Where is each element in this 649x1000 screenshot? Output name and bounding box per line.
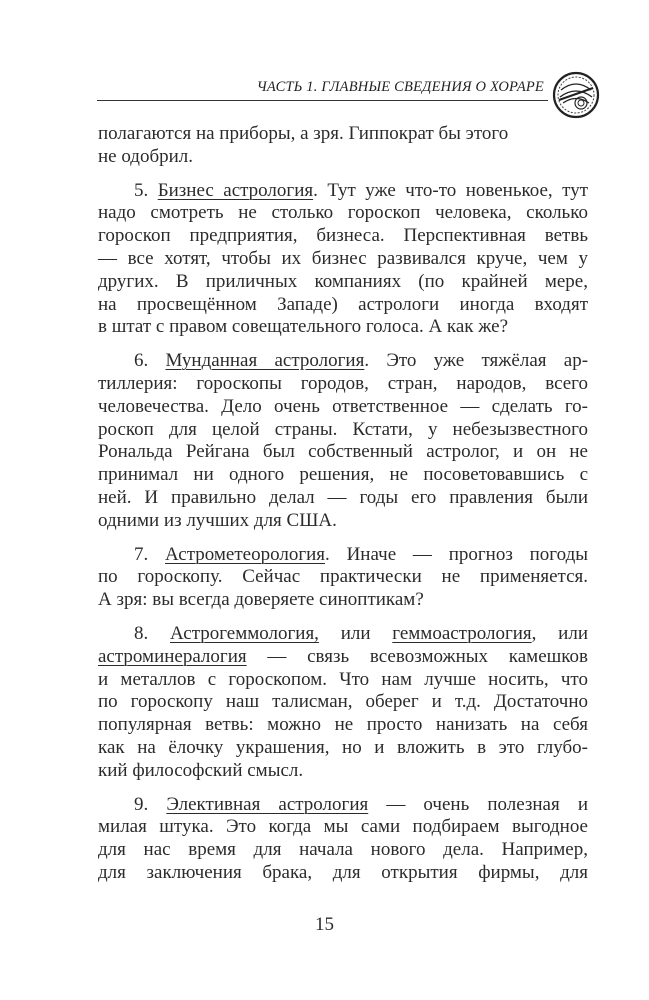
text-segment: в штат с правом совещательного голоса. А как же?: [98, 316, 509, 338]
text-line: [98, 464, 588, 487]
text-segment: человечества. Дело очень ответственное — сделать го-: [98, 395, 588, 417]
astrolabe-emblem-icon: [551, 70, 601, 120]
text-segment: тиллерия: гороскопы городов, стран, народов, всего: [98, 372, 588, 394]
underlined-term: Астрометеорология: [165, 543, 326, 565]
text-segment: — очень полезная и: [368, 793, 588, 815]
text-line: [98, 691, 588, 714]
body-text: [98, 123, 588, 896]
text-segment: ней. И правильно делал — годы его правления были: [98, 486, 588, 508]
page-number: 15: [315, 914, 334, 935]
text-line: [98, 146, 588, 169]
text-segment: на просвещённом Западе) астрологи иногда входят: [98, 293, 588, 315]
text-segment: . Иначе — прогноз погоды: [325, 543, 589, 565]
text-line: [98, 202, 588, 225]
text-line: [98, 441, 588, 464]
text-segment: по гороскопу наш талисман, оберег и т.д. Достаточно: [98, 691, 588, 713]
text-line: [98, 589, 588, 612]
text-line: [98, 714, 588, 737]
text-line: [98, 794, 588, 817]
text-line: [98, 316, 588, 339]
underlined-term: Элективная астрология: [166, 793, 369, 815]
text-line: [98, 623, 588, 646]
text-segment: , или: [531, 622, 588, 644]
text-segment: для нас время для начала нового дела. Например,: [98, 839, 588, 861]
text-line: [98, 180, 588, 203]
text-segment: 5.: [134, 179, 158, 201]
text-line: [98, 510, 588, 533]
text-line: [98, 760, 588, 783]
text-segment: . Тут уже что-то новенькое, тут: [313, 179, 589, 201]
text-line: [98, 294, 588, 317]
text-segment: и металлов с гороскопом. Что нам лучше носить, что: [98, 668, 588, 690]
text-segment: Рональда Рейгана был собственный астролог, и он не: [98, 441, 588, 463]
text-segment: или: [318, 622, 393, 644]
text-line: [98, 350, 588, 373]
text-line: [98, 123, 588, 146]
text-segment: милая штука. Это когда мы сами подбираем выгодное: [98, 816, 588, 838]
text-segment: полагаются на приборы, а зря. Гиппократ бы этого: [98, 123, 509, 144]
text-segment: популярная ветвь: можно не просто нанизать на себя: [98, 714, 588, 736]
text-segment: принимал ни одного решения, не посоветовавшись с: [98, 464, 588, 486]
text-line: [98, 487, 588, 510]
running-head: [97, 74, 548, 101]
paragraph: [98, 794, 588, 885]
underlined-term: геммоастрология: [392, 622, 532, 644]
text-line: [98, 271, 588, 294]
underlined-term: астроминералогия: [98, 645, 247, 667]
text-line: [98, 419, 588, 442]
text-segment: надо смотреть не столько гороскоп человека, сколько: [98, 202, 588, 224]
text-segment: 8.: [134, 622, 171, 644]
text-segment: одними из лучших для США.: [98, 509, 337, 531]
text-line: [98, 737, 588, 760]
text-segment: как на ёлочку украшения, но и вложить в это глубо-: [98, 736, 588, 758]
text-segment: . Это уже тяжёлая ар-: [364, 350, 589, 372]
text-segment: для заключения брака, для открытия фирмы, для: [98, 861, 588, 883]
text-segment: 9.: [134, 793, 167, 815]
text-line: [98, 839, 588, 862]
text-line: [98, 544, 588, 567]
text-segment: 6.: [134, 350, 166, 372]
paragraph: [98, 123, 588, 169]
text-segment: не одобрил.: [98, 145, 194, 167]
paragraph: [98, 544, 588, 612]
text-segment: А зря: вы всегда доверяете синоптикам?: [98, 589, 424, 611]
paragraph: [98, 350, 588, 532]
text-line: [98, 396, 588, 419]
paragraph: [98, 180, 588, 340]
text-segment: гороскоп предприятия, бизнеса. Перспективная ветвь: [98, 225, 588, 247]
text-line: [98, 862, 588, 885]
text-segment: — все хотят, чтобы их бизнес развивался круче, чем у: [98, 247, 588, 269]
text-segment: кий философский смысл.: [98, 759, 304, 781]
running-head-title: ЧАСТЬ 1. ГЛАВНЫЕ СВЕДЕНИЯ О ХОРАРЕ: [256, 79, 544, 95]
text-segment: 7.: [134, 543, 166, 565]
text-line: [98, 248, 588, 271]
paragraph: [98, 623, 588, 783]
text-segment: по гороскопу. Сейчас практически не применяется.: [98, 566, 588, 588]
underlined-term: Астрогеммология,: [170, 622, 319, 644]
text-segment: роскоп для целой страны. Кстати, у небезызвестного: [98, 418, 588, 440]
text-segment: других. В приличных компаниях (по крайней мере,: [98, 270, 588, 292]
text-line: [98, 646, 588, 669]
text-line: [98, 816, 588, 839]
text-line: [98, 669, 588, 692]
underlined-term: Мунданная астрология: [165, 350, 365, 372]
text-segment: — связь всевозможных камешков: [246, 645, 588, 667]
text-line: [98, 373, 588, 396]
underlined-term: Бизнес астрология: [157, 179, 314, 201]
text-line: [98, 566, 588, 589]
text-line: [98, 225, 588, 248]
